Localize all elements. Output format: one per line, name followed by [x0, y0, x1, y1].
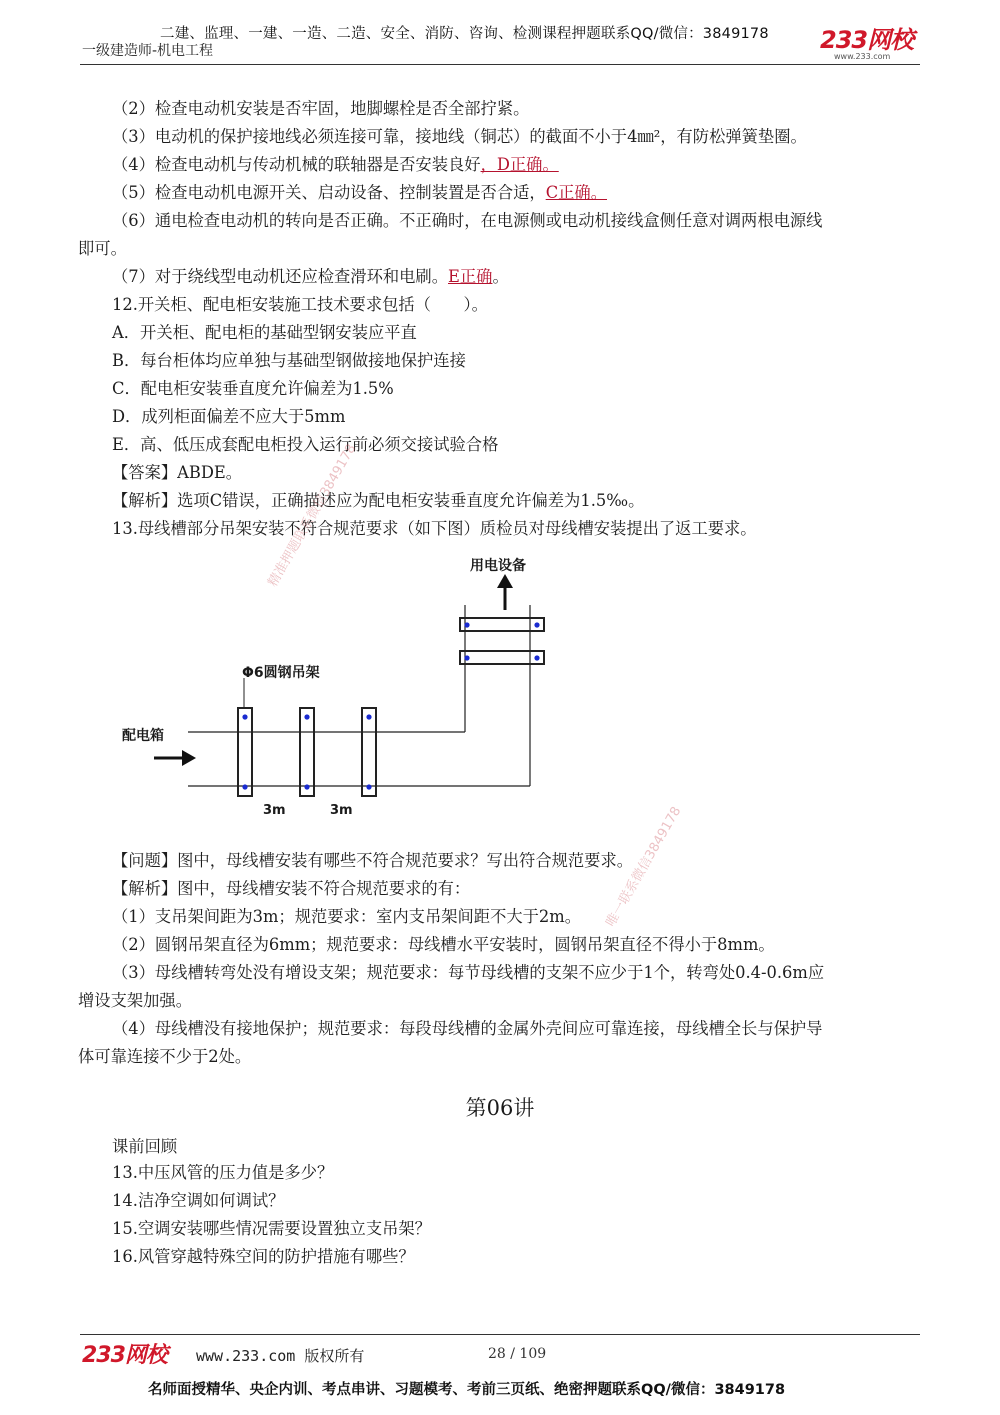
- lecture-title: 第06讲: [465, 1096, 535, 1120]
- question-12: 12.开关柜、配电柜安装施工技术要求包括（ ）。: [112, 295, 488, 314]
- analysis: 【解析】选项C错误，正确描述应为配电柜安装垂直度允许偏差为1.5‰。: [112, 491, 645, 510]
- footer-divider: [80, 1334, 920, 1335]
- watermark: 精准押题联系微信3849178: [265, 441, 360, 590]
- review-item: 13.中压风管的压力值是多少？: [112, 1163, 334, 1182]
- header-logo: [820, 28, 930, 64]
- vertical-support: [460, 618, 544, 664]
- review-item: 14.洁净空调如何调试？: [112, 1191, 285, 1210]
- analysis: 【解析】图中，母线槽安装不符合规范要求的有：: [112, 879, 471, 898]
- text-line: （3）母线槽转弯处没有增设支架；规范要求：每节母线槽的支架不应少于1个，转弯处0.4-0.6m应: [112, 963, 825, 982]
- bolt-dots: [464, 622, 539, 660]
- header-logo-url: www.233.com: [834, 52, 891, 61]
- distance-label: 3m: [330, 803, 353, 818]
- text-line: 增设支架加强。: [78, 991, 192, 1010]
- footer-banner: 名师面授精华、央企内训、考点串讲、习题模考、考前三页纸、绝密押题联系QQ/微信：3849178: [148, 1382, 786, 1398]
- distance-label: 3m: [263, 803, 286, 818]
- hanger-label: Φ6圆钢吊架: [242, 665, 320, 681]
- course-title: 一级建造师-机电工程: [82, 43, 214, 59]
- text-line: （3）电动机的保护接地线必须连接可靠，接地线（铜芯）的截面不小于4㎜²，有防松弹簧垫圈。: [112, 127, 807, 146]
- device-label: 用电设备: [470, 558, 526, 574]
- hanger: [238, 708, 252, 796]
- text-line: 即可。: [78, 239, 127, 258]
- review-item: 15.空调安装哪些情况需要设置独立支吊架？: [112, 1219, 431, 1238]
- answer-mark: C正确。: [545, 183, 607, 202]
- box-label: 配电箱: [122, 728, 164, 744]
- hanger: [300, 708, 314, 796]
- footer-copyright: www.233.com 版权所有: [196, 1347, 365, 1365]
- answer-mark: ，D正确。: [480, 155, 559, 174]
- question-13: 13.母线槽部分吊架安装不符合规范要求（如下图）质检员对母线槽安装提出了返工要求。: [112, 519, 757, 538]
- busway-diagram: [110, 550, 570, 825]
- review-item: 16.风管穿越特殊空间的防护措施有哪些？: [112, 1247, 415, 1266]
- header-banner: 二建、监理、一建、一造、二造、安全、消防、咨询、检测课程押题联系QQ/微信：3849178: [160, 26, 769, 42]
- text-segment: （7）对于绕线型电动机还应检查滑环和电刷。: [112, 267, 448, 286]
- option-c: C．配电柜安装垂直度允许偏差为1.5%: [112, 379, 394, 398]
- text-line: （6）通电检查电动机的转向是否正确。不正确时，在电源侧或电动机接线盒侧任意对调两根电源线: [112, 211, 823, 230]
- right-arrow-icon: [154, 750, 196, 766]
- up-arrow-icon: [497, 574, 513, 610]
- hanger: [362, 708, 376, 796]
- text-line: （4）母线槽没有接地保护；规范要求：每段母线槽的金属外壳间应可靠连接，母线槽全长与保护导: [112, 1019, 823, 1038]
- text-line: 体可靠连接不少于2处。: [78, 1047, 252, 1066]
- text-line: [112, 182, 607, 204]
- text-segment: （4）检查电动机与传动机械的联轴器是否安装良好: [112, 155, 481, 174]
- text-segment: 。: [492, 267, 509, 286]
- text-line: （2）圆钢吊架直径为6mm；规范要求：母线槽水平安装时，圆钢吊架直径不得小于8mm。: [112, 935, 775, 954]
- page-number: 28 / 109: [488, 1346, 547, 1362]
- option-b: B．每台柜体均应单独与基础型钢做接地保护连接: [112, 351, 466, 370]
- text-line: （2）检查电动机安装是否牢固，地脚螺栓是否全部拧紧。: [112, 99, 530, 118]
- answer-mark: E正确: [448, 267, 493, 286]
- review-title: 课前回顾: [112, 1137, 178, 1156]
- option-a: A．开关柜、配电柜的基础型钢安装应平直: [112, 323, 417, 342]
- answer: 【答案】ABDE。: [112, 463, 243, 482]
- bolt-dots: [242, 714, 371, 789]
- text-line: （1）支吊架间距为3m；规范要求：室内支吊架间距不大于2m。: [112, 907, 581, 926]
- footer-logo: 233网校: [82, 1343, 167, 1368]
- question-prompt: 【问题】图中，母线槽安装有哪些不符合规范要求？写出符合规范要求。: [112, 851, 634, 870]
- header-logo-text: 233网校: [820, 26, 914, 54]
- option-d: D．成列柜面偏差不应大于5mm: [112, 407, 346, 426]
- watermark: 唯一联系微信3849178: [603, 804, 685, 930]
- option-e: E．高、低压成套配电柜投入运行前必须交接试验合格: [112, 435, 499, 454]
- header-divider: [80, 64, 920, 65]
- text-segment: （5）检查电动机电源开关、启动设备、控制装置是否合适，: [112, 183, 546, 202]
- text-line: [112, 266, 509, 288]
- text-line: [112, 154, 559, 176]
